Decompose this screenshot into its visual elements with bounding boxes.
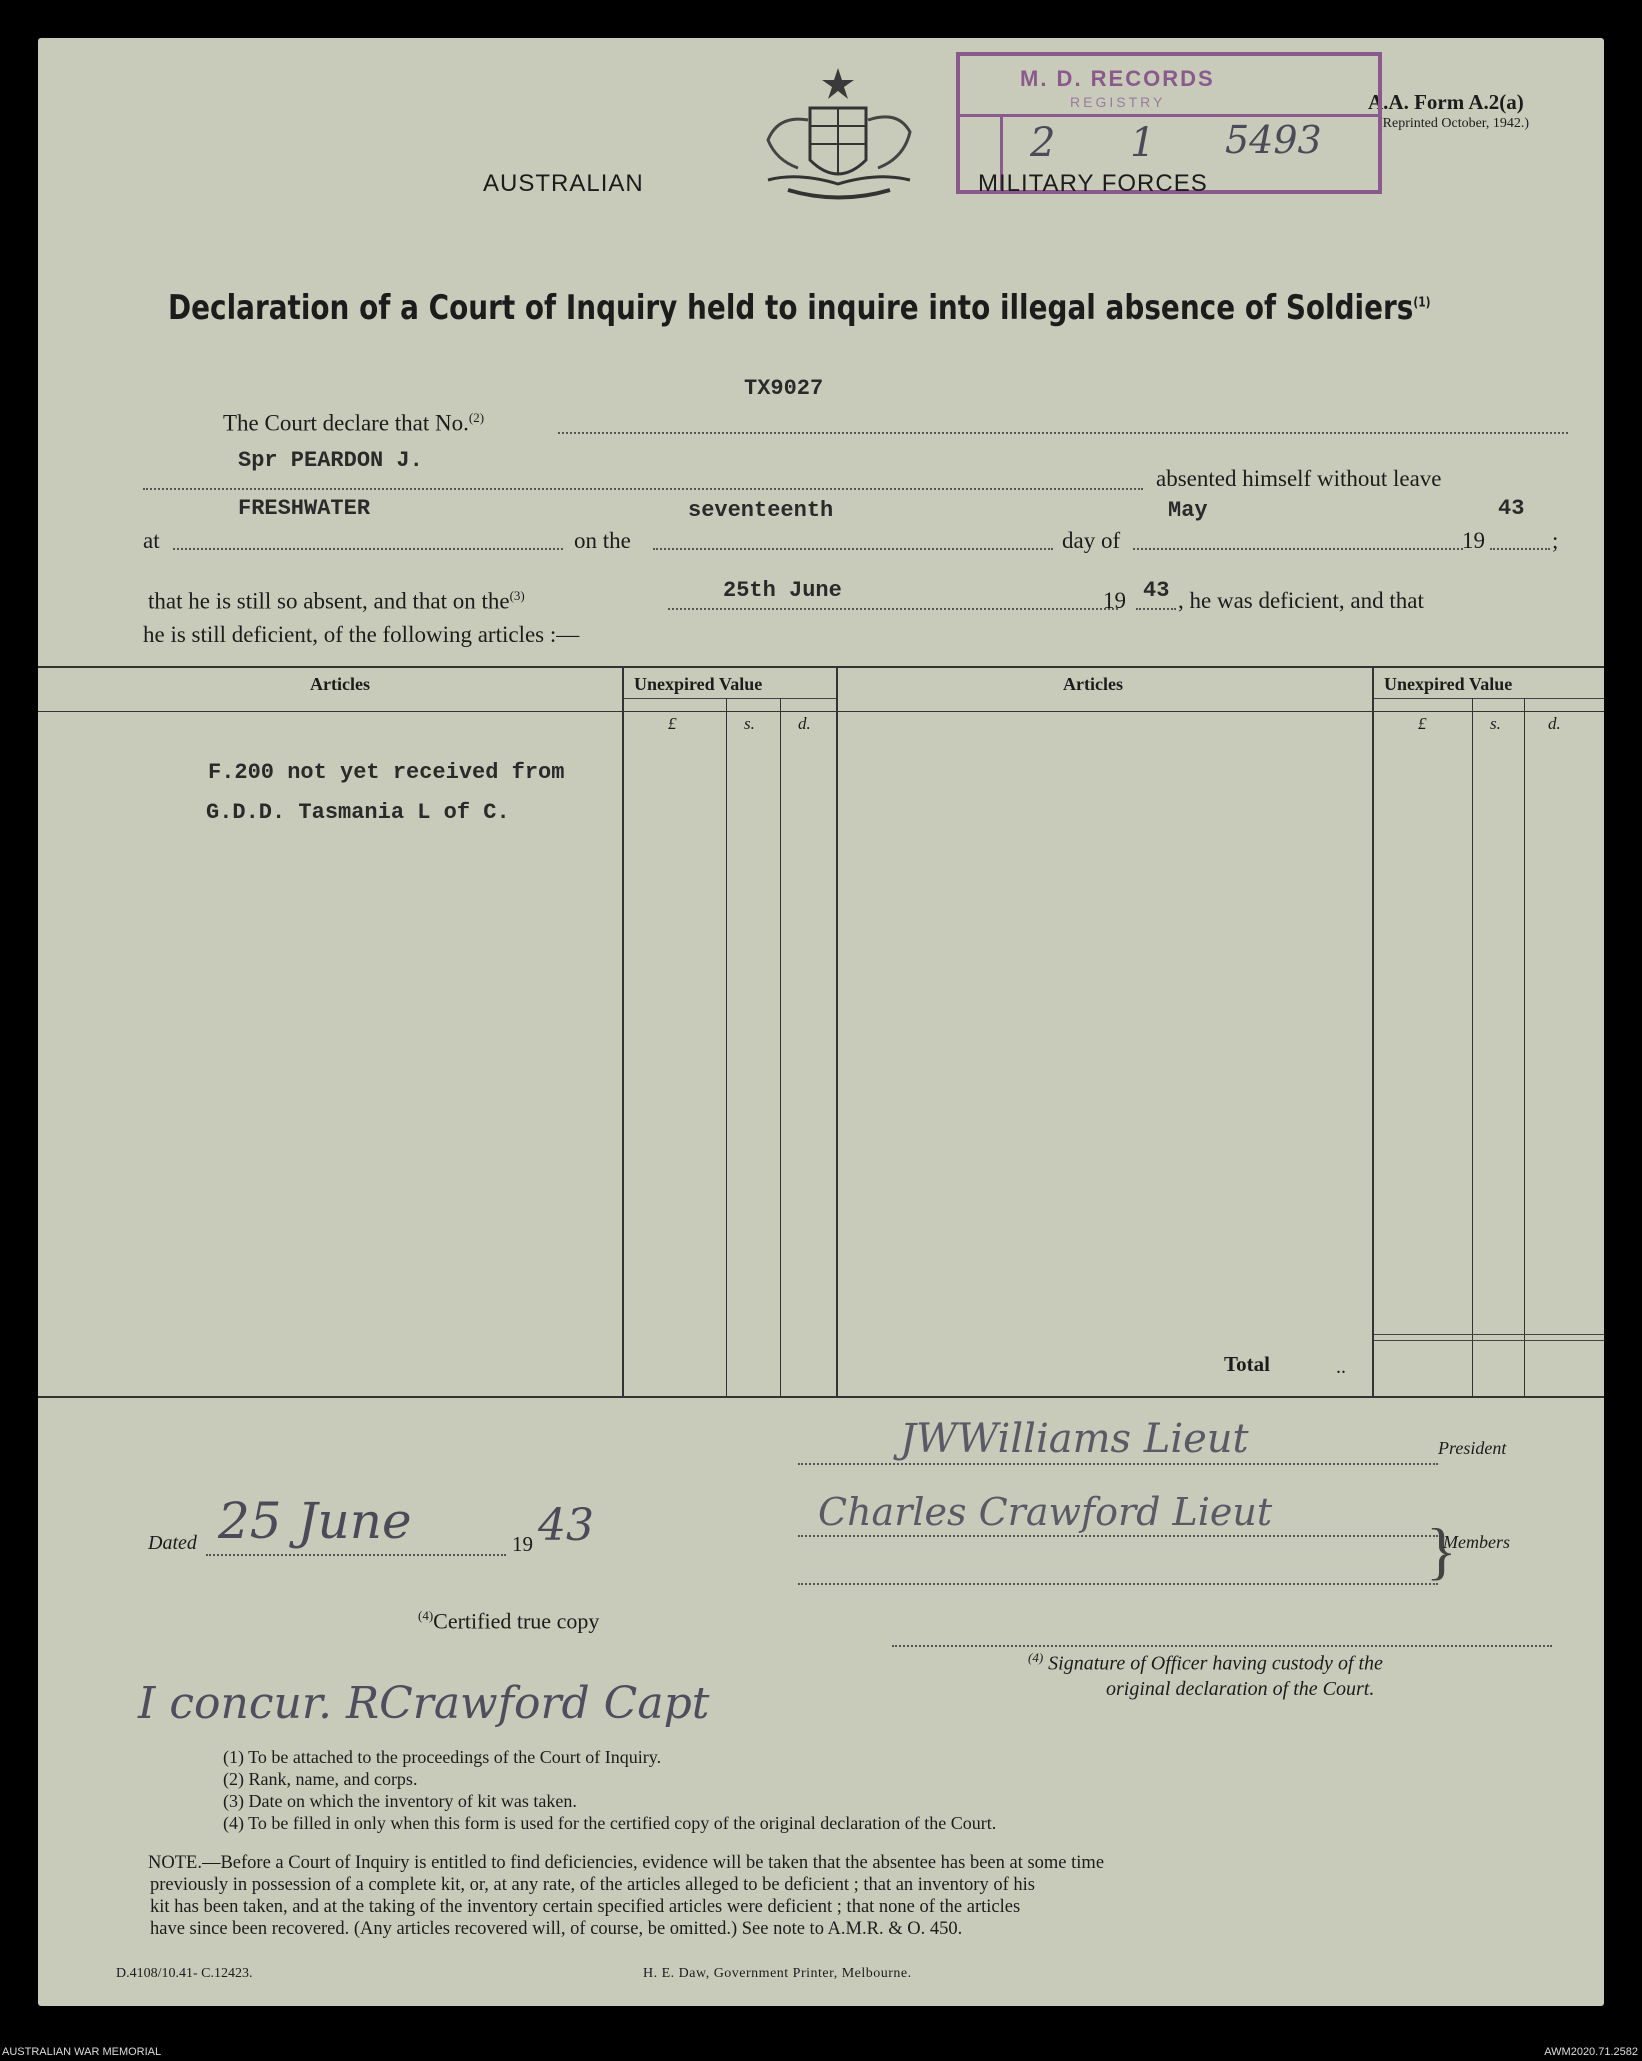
pounds-right: £: [1418, 714, 1427, 733]
title-text: Declaration of a Court of Inquiry held to inquire into illegal absence of Soldiers: [168, 288, 1414, 328]
total-label: Total: [1224, 1352, 1270, 1376]
note-line-1: NOTE.—Before a Court of Inquiry is entitled to find deficiencies, evidence will be taken that the absentee has been at some time: [148, 1853, 1105, 1873]
printer: H. E. Daw, Government Printer, Melbourne.: [643, 1966, 912, 1981]
president-line: [798, 1463, 1438, 1465]
stamp-number-c: 5493: [1225, 118, 1322, 162]
soldier-name-line: [143, 488, 1143, 490]
deficient-year-line: [1136, 608, 1176, 610]
president-label: President: [1438, 1438, 1507, 1458]
note-line-4: have since been recovered. (Any articles recovered will, of course, be omitted.) See note to A.M.R. & O. 450.: [150, 1919, 963, 1939]
archive-id: AWM2020.71.2582: [1544, 2046, 1638, 2058]
officer-label-1: $^{(4)}$ Signature of Officer having custody of the: [1028, 1650, 1383, 1675]
shillings-right: s.: [1490, 714, 1501, 733]
member-line-2: [798, 1583, 1438, 1585]
footnote-1: (1) To be attached to the proceedings of the Court of Inquiry.: [223, 1747, 662, 1767]
note-line-2: previously in possession of a complete kit, or, at any rate, of the articles alleged to be deficient ; that an inventory of his: [150, 1875, 1035, 1895]
stamp-number-a: 2: [1030, 120, 1056, 166]
place-value: FRESHWATER: [238, 496, 371, 521]
following-text: he is still deficient, of the following articles :—: [143, 622, 580, 647]
value-header-left: Unexpired Value: [634, 674, 763, 694]
deficient-date-line: [668, 608, 1118, 610]
dated-label: Dated: [148, 1532, 197, 1554]
certified-label: $^{(4)}$Certified true copy: [418, 1608, 600, 1634]
year-line: [1490, 548, 1550, 550]
header-australian: AUSTRALIAN: [483, 170, 644, 197]
deficient-year-prefix: 19: [1103, 588, 1126, 613]
dated-year: 43: [538, 1500, 594, 1551]
pounds-left: £: [668, 714, 677, 733]
footnote-3: (3) Date on which the inventory of kit was taken.: [223, 1791, 577, 1811]
intro-label: The Court declare that No.$^{(2)}$: [223, 410, 485, 436]
dated-year-prefix: 19: [512, 1532, 533, 1556]
year-value: 43: [1498, 496, 1525, 521]
day-value: seventeenth: [688, 498, 834, 523]
members-brace: }: [1426, 1515, 1457, 1586]
footnote-4: (4) To be filled in only when this form is used for the certified copy of the original declaration of the Court.: [223, 1813, 997, 1833]
articles-header-right: Articles: [1063, 674, 1123, 694]
note-line-3: kit has been taken, and at the taking of the inventory certain specified articles were deficient ; that none of the articles: [150, 1897, 1021, 1917]
month-line: [1133, 548, 1463, 550]
dated-line: [206, 1554, 506, 1556]
article-entry-line1: F.200 not yet received from: [208, 760, 565, 785]
print-code: D.4108/10.41- C.12423.: [116, 1966, 253, 1981]
form-number: A.A. Form A.2(a): [1368, 90, 1524, 114]
value-header-right: Unexpired Value: [1384, 674, 1513, 694]
pence-left: d.: [798, 714, 811, 733]
dated-handwritten: 25 June: [218, 1492, 412, 1550]
pence-right: d.: [1548, 714, 1561, 733]
year-prefix: 19: [1462, 528, 1485, 553]
officer-label-2: original declaration of the Court.: [1106, 1678, 1375, 1700]
total-dots: ..: [1336, 1356, 1346, 1378]
articles-header-left: Articles: [310, 674, 370, 694]
shillings-left: s.: [744, 714, 755, 733]
stamp-number-b: 1: [1130, 120, 1156, 166]
archive-label: AUSTRALIAN WAR MEMORIAL: [2, 2046, 162, 2058]
deficient-year: 43: [1143, 578, 1170, 603]
officer-signature-line: [892, 1645, 1552, 1647]
concur-handwritten: I concur. RCrawford Capt: [138, 1678, 710, 1729]
on-the-label: on the: [574, 528, 631, 553]
day-line: [653, 548, 1053, 550]
footnotes: [223, 1746, 996, 1834]
reprint-date: (Reprinted October, 1942.): [1378, 116, 1530, 131]
place-line: [173, 548, 563, 550]
president-signature: JWWilliams Lieut: [900, 1416, 1249, 1462]
footnote-2: (2) Rank, name, and corps.: [223, 1769, 418, 1789]
form-page: [38, 38, 1604, 2006]
members-label: Members: [1443, 1532, 1510, 1552]
stamp-line2: REGISTRY: [1070, 94, 1166, 110]
soldier-name: Spr PEARDON J.: [238, 448, 423, 473]
form-title: [168, 288, 1431, 328]
coat-of-arms-icon: [738, 60, 938, 220]
deficient-text: , he was deficient, and that: [1178, 588, 1424, 613]
soldier-number-line: [558, 432, 1568, 434]
absented-text: absented himself without leave: [1156, 466, 1442, 491]
member-line-1: [798, 1535, 1438, 1537]
semicolon: ;: [1552, 528, 1559, 553]
member-signature: Charles Crawford Lieut: [818, 1490, 1273, 1534]
deficient-date: 25th June: [723, 578, 842, 603]
header-military-forces: MILITARY FORCES: [978, 170, 1208, 197]
note-block: [148, 1852, 1104, 1940]
month-value: May: [1168, 498, 1208, 523]
soldier-number: TX9027: [744, 376, 824, 401]
at-label: at: [143, 528, 160, 553]
still-absent-text: that he is still so absent, and that on the$^{(3)}$: [148, 588, 525, 614]
article-entry-line2: G.D.D. Tasmania L of C.: [206, 800, 510, 825]
title-note: (1): [1413, 295, 1431, 311]
stamp-line1: M. D. RECORDS: [1020, 66, 1215, 91]
day-of-label: day of: [1062, 528, 1121, 553]
